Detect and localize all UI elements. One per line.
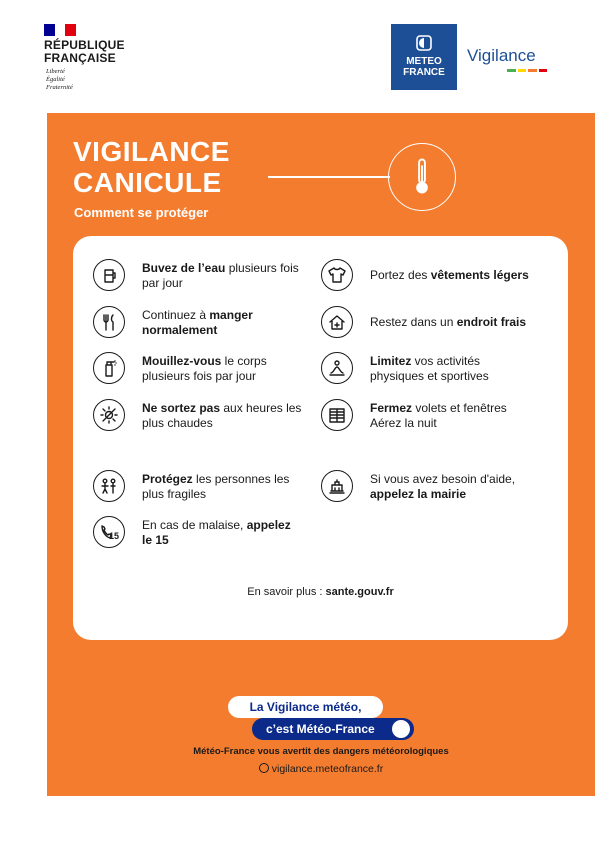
town-hall-icon [321,470,353,502]
tip-fragment: le corps plusieurs fois par jour [142,354,267,383]
meteo-france-emblem-icon [415,34,433,52]
motto-line: Liberté [46,68,65,75]
warning-text: Météo-France vous avertit des dangers météorologiques [193,746,449,757]
mf-line: FRANCE [403,67,445,78]
tip-text [370,315,555,330]
vigilance-pill: La Vigilance météo, [228,696,383,718]
poster-subtitle: Comment se protéger [74,205,209,220]
thermometer-icon [388,143,456,211]
tip-fragment: Portez des [370,268,431,282]
tip-emphasis: vêtements légers [430,268,529,282]
tip-text [370,401,530,431]
water-jug-icon [93,259,125,291]
title-line: VIGILANCE [73,136,230,167]
tip-emphasis: Fermez [370,401,413,415]
mf-line: METEO [406,56,442,67]
people-icon [93,470,125,502]
motto-line: Égalité [46,76,65,83]
advice-card [73,236,568,640]
meteo-france-wordmark [391,56,457,78]
tip-text [370,354,530,384]
tip-emphasis: manger normalement [142,308,253,337]
motto-line: Fraternité [46,84,73,91]
cool-house-icon [321,306,353,338]
no-sun-icon [93,399,125,431]
tip-text [142,308,302,338]
more-info-link[interactable]: sante.gouv.fr [325,586,394,598]
pill-dot [392,720,410,738]
tip-emphasis: endroit frais [456,315,527,329]
tip-fragment: En cas de malaise, [142,518,247,532]
tip-fragment: plusieurs fois par jour [142,261,299,290]
website[interactable] [47,763,595,775]
website-url[interactable]: vigilance.meteofrance.fr [271,763,384,775]
tip-emphasis: appelez la mairie [370,487,467,501]
more-info [73,586,568,598]
rf-title-line: FRANÇAISE [44,51,116,65]
tip-fragment: volets et fenêtres Aérez la nuit [370,401,507,430]
tip-emphasis: Ne sortez pas [142,401,221,415]
tip-fragment: Continuez à [142,308,210,322]
tip-text [142,261,302,291]
tip-text [142,472,302,502]
tip-fragment: vos activités physiques et sportives [370,354,489,383]
more-info-label: En savoir plus : [247,586,326,598]
meteo-france-logo [391,24,457,90]
tip-text [370,268,555,283]
tip-fragment: aux heures les plus chaudes [142,401,302,430]
phone-15-icon [93,516,125,548]
tshirt-icon [321,259,353,291]
tip-emphasis: Limitez [370,354,412,368]
spray-bottle-icon [93,352,125,384]
shutters-icon [321,399,353,431]
tip-fragment: les personnes les plus fragiles [142,472,290,501]
tip-text [142,354,302,384]
poster-title [73,136,230,198]
svg-text:15: 15 [109,531,119,541]
republique-francaise-logo [44,24,164,94]
vigilance-color-bar [507,69,547,72]
tip-emphasis: Protégez [142,472,193,486]
tip-emphasis: appelez le 15 [142,518,291,547]
flag-icon [44,24,76,36]
meteo-france-pill: c’est Météo-France [252,718,414,740]
tip-text [142,518,302,548]
tip-emphasis: Mouillez-vous [142,354,222,368]
tip-fragment: Restez dans un [370,315,457,329]
globe-icon [259,763,269,773]
tip-text [370,472,530,502]
vigilance-wordmark: Vigilance [467,46,536,65]
rf-title [44,39,125,65]
title-line: CANICULE [73,167,222,198]
tip-text [142,401,302,431]
title-divider [268,176,390,178]
rf-motto [46,68,73,92]
tip-fragment: Si vous avez besoin d'aide, [370,472,516,486]
resting-person-icon [321,352,353,384]
rf-title-line: RÉPUBLIQUE [44,38,125,52]
tip-emphasis: Buvez de l’eau [142,261,226,275]
cutlery-icon [93,306,125,338]
